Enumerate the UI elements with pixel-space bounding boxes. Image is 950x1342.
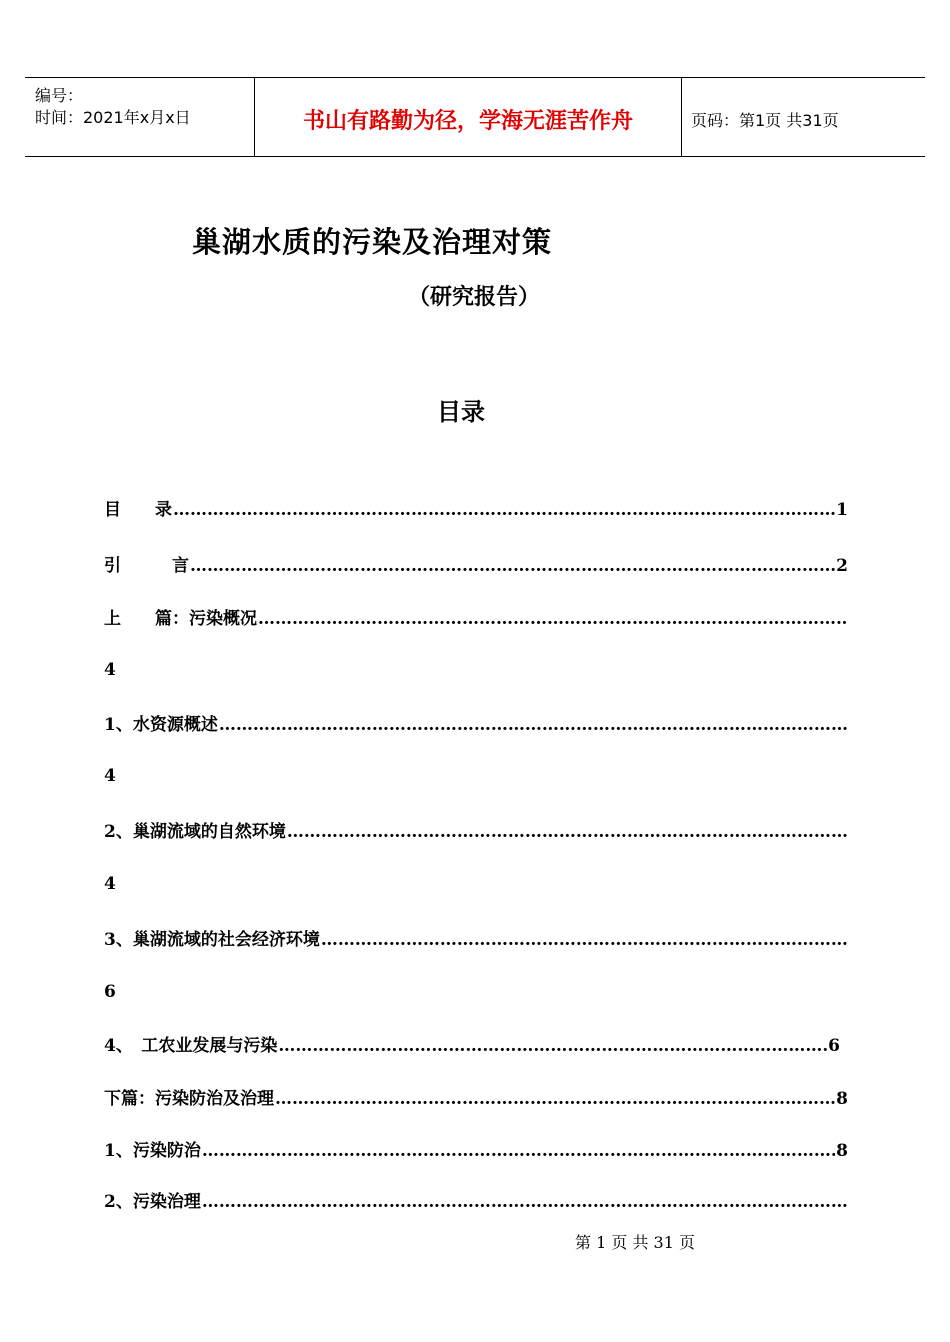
header-motto: 书山有路勤为径，学海无涯苦作舟 [302, 108, 633, 134]
toc-entry-label: 目 录 [104, 500, 172, 520]
header-page-cell [681, 78, 925, 156]
toc-wrapped-page: 4 [104, 874, 116, 894]
toc-leader [321, 930, 847, 950]
toc-entry-page: … [831, 822, 848, 842]
toc-wrapped-page: 4 [104, 766, 116, 786]
toc-entry-label: 上 篇：污染概况 [104, 609, 257, 629]
toc-entry-label: 3、巢湖流域的社会经济环境 [104, 930, 320, 950]
toc-entry-page: .2 [830, 556, 848, 576]
toc-entry[interactable] [104, 496, 848, 520]
toc-entry-page: … [831, 715, 848, 735]
document-subtitle: （研究报告） [408, 284, 541, 310]
toc-leader [173, 500, 835, 520]
toc-leader [287, 822, 830, 842]
header-motto-cell [254, 78, 682, 156]
document-header [25, 77, 925, 157]
toc-leader [190, 556, 829, 576]
toc-entry-label: 下篇：污染防治及治理 [104, 1089, 274, 1109]
toc-entry[interactable] [104, 605, 848, 629]
toc-leader [275, 1089, 835, 1109]
toc-entry[interactable] [104, 1137, 848, 1161]
page-footer: 第 1 页 共 31 页 [575, 1233, 695, 1252]
toc-entry-page: 8 [836, 1089, 848, 1109]
toc-entry-label: 2、污染治理 [104, 1192, 201, 1212]
toc-entry-label: 1、水资源概述 [104, 715, 218, 735]
toc-entry-page: 8 [836, 1141, 848, 1161]
toc-entry[interactable] [104, 711, 848, 735]
toc-entry-page: 6 [828, 1036, 840, 1056]
toc-entry-label: 2、巢湖流域的自然环境 [104, 822, 286, 842]
toc-entry[interactable] [104, 552, 848, 576]
toc-entry[interactable] [104, 1188, 848, 1212]
serial-label: 编号： [35, 86, 84, 105]
header-page-info: 页码：第1页 共31页 [691, 111, 839, 130]
toc-entry-page: 1 [836, 500, 848, 520]
toc-leader [202, 1141, 835, 1161]
toc-entry-label: 4、 工农业发展与污染 [104, 1036, 278, 1056]
toc-entry[interactable] [104, 818, 848, 842]
document-title: 巢湖水质的污染及治理对策 [192, 225, 553, 259]
toc-entry-label: 引 言 [104, 556, 189, 576]
toc-leader [202, 1192, 847, 1212]
toc-entry[interactable] [104, 1085, 848, 1109]
toc-leader [258, 609, 847, 629]
toc-entry[interactable] [104, 1032, 840, 1056]
toc-entry-label: 1、污染防治 [104, 1141, 201, 1161]
toc-leader [278, 1036, 827, 1056]
toc-leader [219, 715, 830, 735]
time-label: 时间：2021年x月x日 [35, 108, 191, 127]
toc-wrapped-page: 6 [104, 982, 116, 1002]
header-meta-cell [25, 78, 254, 156]
toc-heading: 目录 [437, 397, 485, 426]
toc-entry[interactable] [104, 926, 848, 950]
toc-wrapped-page: 4 [104, 660, 116, 680]
